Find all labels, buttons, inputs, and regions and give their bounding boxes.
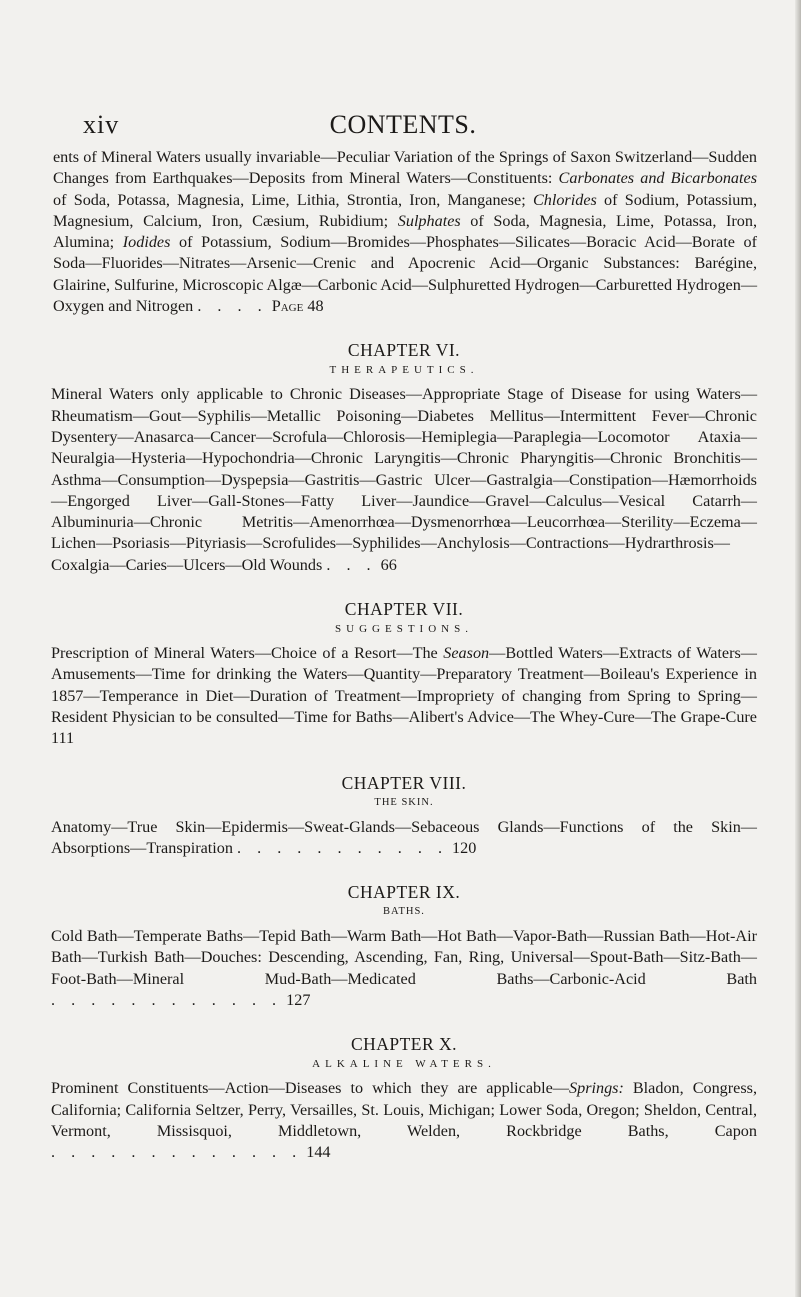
running-head: CONTENTS. — [329, 110, 477, 139]
chapter-title: CHAPTER X. — [350, 1034, 458, 1055]
leader-dots: . . . — [326, 555, 377, 574]
text-run: Prescription of Mineral Waters—Choice of a Resort—The — [51, 644, 444, 663]
italic-text: Season — [443, 644, 490, 663]
chapter-entry — [51, 597, 757, 749]
leader-dots: . . . . . . . . . . . — [237, 838, 448, 857]
text-run: of Sodium, Potassium, Magnesium, Calcium, Iron, Cæsium, Rubidium; — [53, 190, 757, 230]
italic-text: Springs: — [569, 1079, 624, 1098]
leader-dots: . . . . . . . . . . . . — [51, 991, 283, 1010]
chapter-subtitle: ALKALINE WATERS. — [312, 1058, 496, 1071]
page-edge-shadow — [795, 0, 801, 1297]
text-run: ents of Mineral Waters usually invariable—Peculiar Variation of the Springs of Saxon Switzerland—Sudden Changes from Earthquakes—Deposits from Mineral Waters—Constituents: — [53, 148, 757, 188]
italic-text: Sulphates — [397, 211, 461, 230]
entry-page-ref — [322, 556, 397, 574]
text-run: —Bottled Waters—Extracts of Waters—Amusements—Time for drinking the Waters—Quantity—Preparatory Treatment—Boileau's Experience in 1857—Temperance in Diet—Duration of Treatment—Impropriety of changing from Spring to Spring—Resident Physician to be consulted—Time for Baths—Alibert's Advice—The Whey-Cure—The Grape-Cure — [51, 644, 757, 726]
leader-dots: . . . . — [197, 297, 268, 316]
italic-text: Iodides — [122, 233, 171, 252]
chapter-title: CHAPTER IX. — [347, 882, 461, 903]
page-number-ref: Page 48 — [271, 297, 324, 316]
leader-dots: . . . . . . . . . . . . . — [51, 1143, 303, 1162]
page-header — [83, 100, 723, 140]
text-run: of Potassium, Sodium—Bromides—Phosphates—Silicates—Boracic Acid—Borate of Soda—Fluorides—Nitrates—Arsenic—Crenic and Apocrenic Acid—Organic Substances: Barégine, Glairine, Sulfurine, Microscopic Algæ—Carbonic Acid—Sulphuretted Hydrogen—Carburetted Hydrogen—Oxygen and Nitrogen — [53, 233, 758, 316]
entry-text — [51, 385, 757, 573]
text-run: Bladon, Congress, California; California Seltzer, Perry, Versailles, St. Louis, Michigan; Lower Soda, Oregon; Sheldon, Central, Vermont, Missisquoi, Middletown, Welden, Rockbridge Baths, Capon — [51, 1079, 757, 1140]
entry-text — [51, 1079, 757, 1140]
entry-text — [51, 644, 757, 726]
italic-text: Carbonates and Bicarbonates — [558, 169, 757, 188]
entry-text — [53, 148, 757, 315]
chapter-summary — [51, 817, 757, 860]
chapter-summary — [51, 384, 757, 576]
page-number: xiv — [83, 110, 120, 139]
entry-page-ref — [197, 297, 323, 315]
continued-entry — [51, 147, 757, 317]
chapter-subtitle: THE SKIN. — [374, 796, 434, 808]
page-number-ref: 66 — [380, 555, 397, 574]
page-number-ref: 120 — [452, 838, 477, 857]
text-run: of Soda, Magnesia, Lime, Potassa, Iron, Alumina; — [53, 211, 758, 252]
chapter-subtitle: SUGGESTIONS. — [335, 623, 473, 636]
text-run: Prominent Constituents—Action—Diseases to which they are applicable— — [51, 1079, 569, 1098]
chapter-entry — [51, 771, 757, 860]
chapter-entry — [51, 338, 757, 576]
chapter-entry — [51, 880, 757, 1011]
page-number-ref: 111 — [51, 729, 75, 748]
text-run: Anatomy—True Skin—Epidermis—Sweat-Glands—Sebaceous Glands—Functions of the Skin—Absorptions—Transpiration — [51, 817, 757, 857]
chapter-list — [51, 338, 757, 1163]
entry-page-ref — [51, 1143, 331, 1161]
chapter-title: CHAPTER VI. — [347, 340, 461, 361]
entry-text — [51, 927, 757, 988]
contents-body — [51, 147, 757, 1164]
page-number-ref: 144 — [306, 1143, 331, 1162]
text-run: Mineral Waters only applicable to Chronic Diseases—Appropriate Stage of Disease for using Waters—Rheumatism—Gout—Syphilis—Metallic Poisoning—Diabetes Mellitus—Intermittent Fever—Chronic Dysentery—Anasarca—Cancer—Scrofula—Chlorosis—Hemiplegia—Paraplegia—Locomotor Ataxia—Neuralgia—Hysteria—Hypochondria—Chronic Laryngitis—Chronic Pharyngitis—Chronic Bronchitis—Asthma—Consumption—Dyspepsia—Gastritis—Gastric Ulcer—Gastralgia—Constipation—Hæmorrhoids—Engorged Liver—Gall-Stones—Fatty Liver—Jaundice—Gravel—Calculus—Vesical Catarrh—Albuminuria—Chronic Metritis—Amenorrhœa—Dysmenorrhœa—Leucorrhœa—Sterility—Eczema—Lichen—Psoriasis—Pityriasis—Scrofulides—Syphilides—Anchylosis—Contractions—Hydrarthrosis—Coxalgia—Caries—Ulcers—Old Wounds — [51, 385, 757, 574]
entry-page-ref — [233, 839, 476, 857]
text-run: of Soda, Potassa, Magnesia, Lime, Lithia, Strontia, Iron, Manganese; — [53, 190, 533, 209]
chapter-summary — [51, 926, 757, 1011]
chapter-summary — [51, 643, 757, 749]
chapter-subtitle: BATHS. — [383, 906, 425, 918]
chapter-summary — [51, 1078, 757, 1163]
text-run: Cold Bath—Temperate Baths—Tepid Bath—Warm Bath—Hot Bath—Vapor-Bath—Russian Bath—Hot-Air Bath—Turkish Bath—Douches: Descending, Ascending, Fan, Ring, Universal—Spout-Bath—Sitz-Bath—Foot-Bath—Mineral Mud-Bath—Medicated Baths—Carbonic-Acid Bath — [51, 927, 757, 988]
entry-page-ref — [51, 729, 74, 747]
entry-page-ref — [51, 991, 310, 1009]
italic-text: Chlorides — [532, 190, 597, 209]
chapter-subtitle: THERAPEUTICS. — [329, 364, 479, 377]
page-number-ref: 127 — [286, 991, 311, 1010]
chapter-entry — [51, 1032, 757, 1163]
chapter-title: CHAPTER VII. — [344, 599, 464, 620]
chapter-title: CHAPTER VIII. — [341, 772, 467, 793]
